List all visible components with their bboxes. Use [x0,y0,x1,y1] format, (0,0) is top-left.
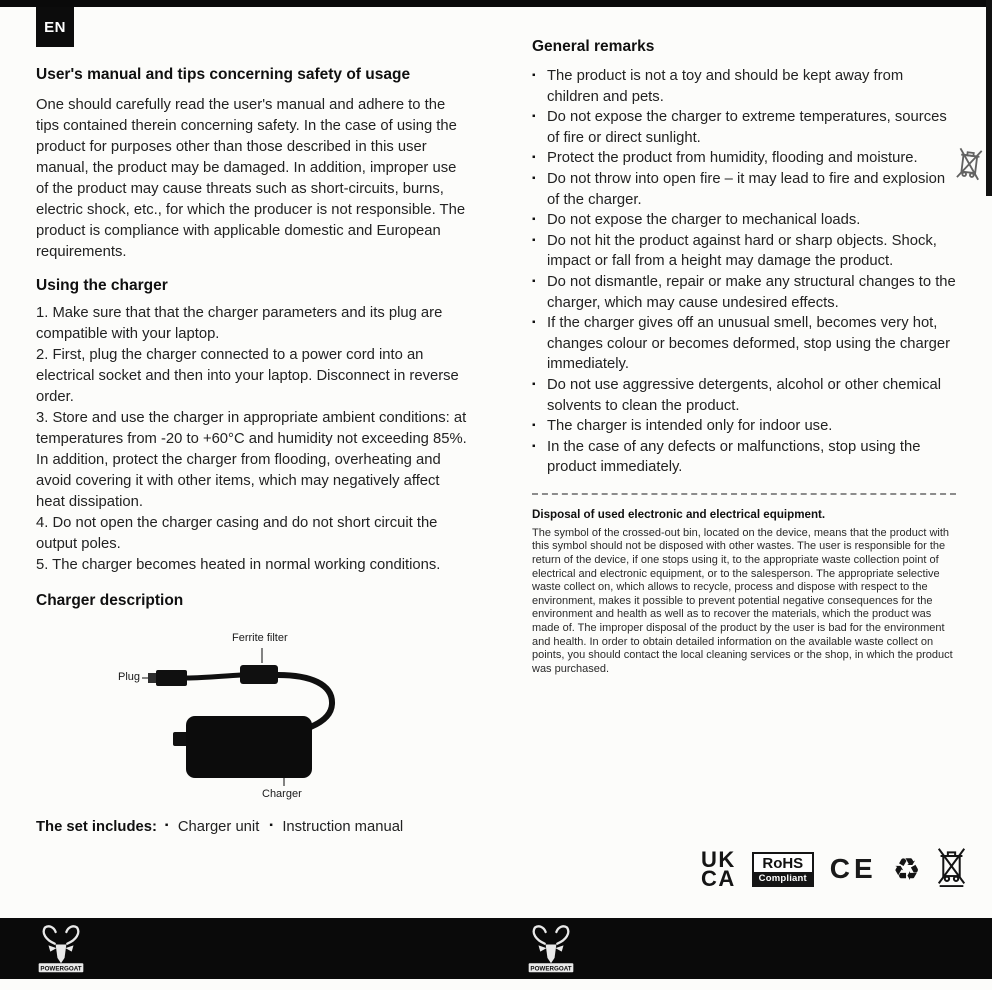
set-includes-label: The set includes: [36,819,157,835]
certification-marks [701,846,967,892]
step-item: 4. Do not open the charger casing and do not short circuit the output poles. [36,515,438,552]
ferrite-filter-label: Ferrite filter [232,632,288,644]
set-includes-item: ▪ Instruction manual [269,819,403,835]
charger-description-heading: Charger description [36,592,184,609]
list-item: ▪ The charger is intended only for indoor use. [532,416,956,437]
brand-text: POWERGOAT [40,965,82,973]
list-item: ▪ Do not dismantle, repair or make any structural changes to the charger, which may cause undesired effects. [532,272,956,313]
footer-bar [0,918,992,979]
list-item: ▪ Do not expose the charger to mechanical loads. [532,210,956,231]
plug-label: Plug [118,671,141,683]
list-item: ▪ Do not hit the product against hard or sharp objects. Shock, impact or fall from a height may damage the product. [532,231,956,272]
left-column [36,64,468,835]
charger-diagram-art [36,627,468,807]
list-item: ▪ Do not throw into open fire – it may lead to fire and explosion of the charger. [532,169,956,210]
ukca-line2: CA [701,866,736,891]
list-item: ▪ Protect the product from humidity, flooding and moisture. [532,148,956,169]
weee-crossed-bin-icon [936,846,967,892]
ce-mark-icon: CE [829,853,877,884]
general-remarks-list [532,66,956,478]
set-includes-line [36,819,468,835]
step-item: 2. First, plug the charger connected to a power cord into an electrical socket and then into your laptop. Disconnect in reverse order. [36,347,459,405]
general-remarks-heading: General remarks [532,38,655,55]
using-charger-heading: Using the charger [36,277,168,294]
step-item: 3. Store and use the charger in appropriate ambient conditions: at temperatures from -20 to +60°C and humidity not exceeding 85%. In addition, protect the charger from flooding, overheating and avoid covering it with other items, which may negatively affect heat dissipation. [36,410,467,510]
dashed-divider [532,493,956,495]
charger-diagram [36,627,468,807]
list-item: ▪ Do not expose the charger to extreme temperatures, sources of fire or direct sunlight. [532,107,956,148]
powergoat-logo-icon [32,924,90,979]
right-column [532,36,956,676]
list-item: ▪ In the case of any defects or malfunctions, stop using the product immediately. [532,437,956,478]
brand-text: POWERGOAT [530,965,572,973]
powergoat-logo-icon [522,924,580,979]
charger-label: Charger [262,788,302,800]
intro-paragraph: One should carefully read the user's manual and adhere to the tips contained therein concerning safety. In the case of using the product for purposes other than those described in this user manual, the product may be damaged. In addition, improper use of the product may cause threats such as short-circuits, burns, electric shock, etc., for which the producer is not responsible. The product is compliance with applicable domestic and European requirements. [36,97,466,260]
list-item: ▪ If the charger gives off an unusual smell, becomes very hot, changes colour or becomes deformed, stop using the charger immediately. [532,313,956,375]
set-includes-item: ▪ Charger unit [165,819,259,835]
disposal-body: The symbol of the crossed-out bin, located on the device, means that the product with this symbol should not be disposed with other wastes. The user is responsible for the return of the device, if one stops using it, to the appropriate waste collection point of electrical and electronic equipment, or to the salesperson. The appropriate selective waste collect on, which allows to recycle, process and dispose with respect to the environment, makes it possible to prevent potential negative consequences for the environment and health as well as to recover the materials, which the product was made of. The improper disposal of the product by the user is bad for the environment and health. In order to obtain detailed information on the available waste collect on points, you should contact the local cleaning services or the shop, in which the product was purchased. [532,526,953,675]
ukca-mark-icon [701,847,736,891]
step-item: 5. The charger becomes heated in normal working conditions. [36,557,441,573]
recycle-icon: ♻ [892,851,921,887]
disposal-heading: Disposal of used electronic and electrical equipment. [532,507,826,521]
rohs-label: RoHS [762,854,804,872]
list-item: ▪ Do not use aggressive detergents, alcohol or other chemical solvents to clean the product. [532,375,956,416]
ukca-line1: UK [701,847,736,872]
using-charger-steps [36,303,468,576]
step-item: 1. Make sure that that the charger parameters and its plug are compatible with your laptop. [36,305,443,342]
rohs-mark-icon [752,852,814,887]
language-badge: EN [36,7,74,47]
left-title: User's manual and tips concerning safety of usage [36,66,411,83]
rohs-compliant-label: Compliant [754,872,812,885]
list-item: ▪ The product is not a toy and should be kept away from children and pets. [532,66,956,107]
weee-bin-icon [954,145,985,189]
scan-edge [986,0,992,196]
top-black-bar [0,0,992,7]
